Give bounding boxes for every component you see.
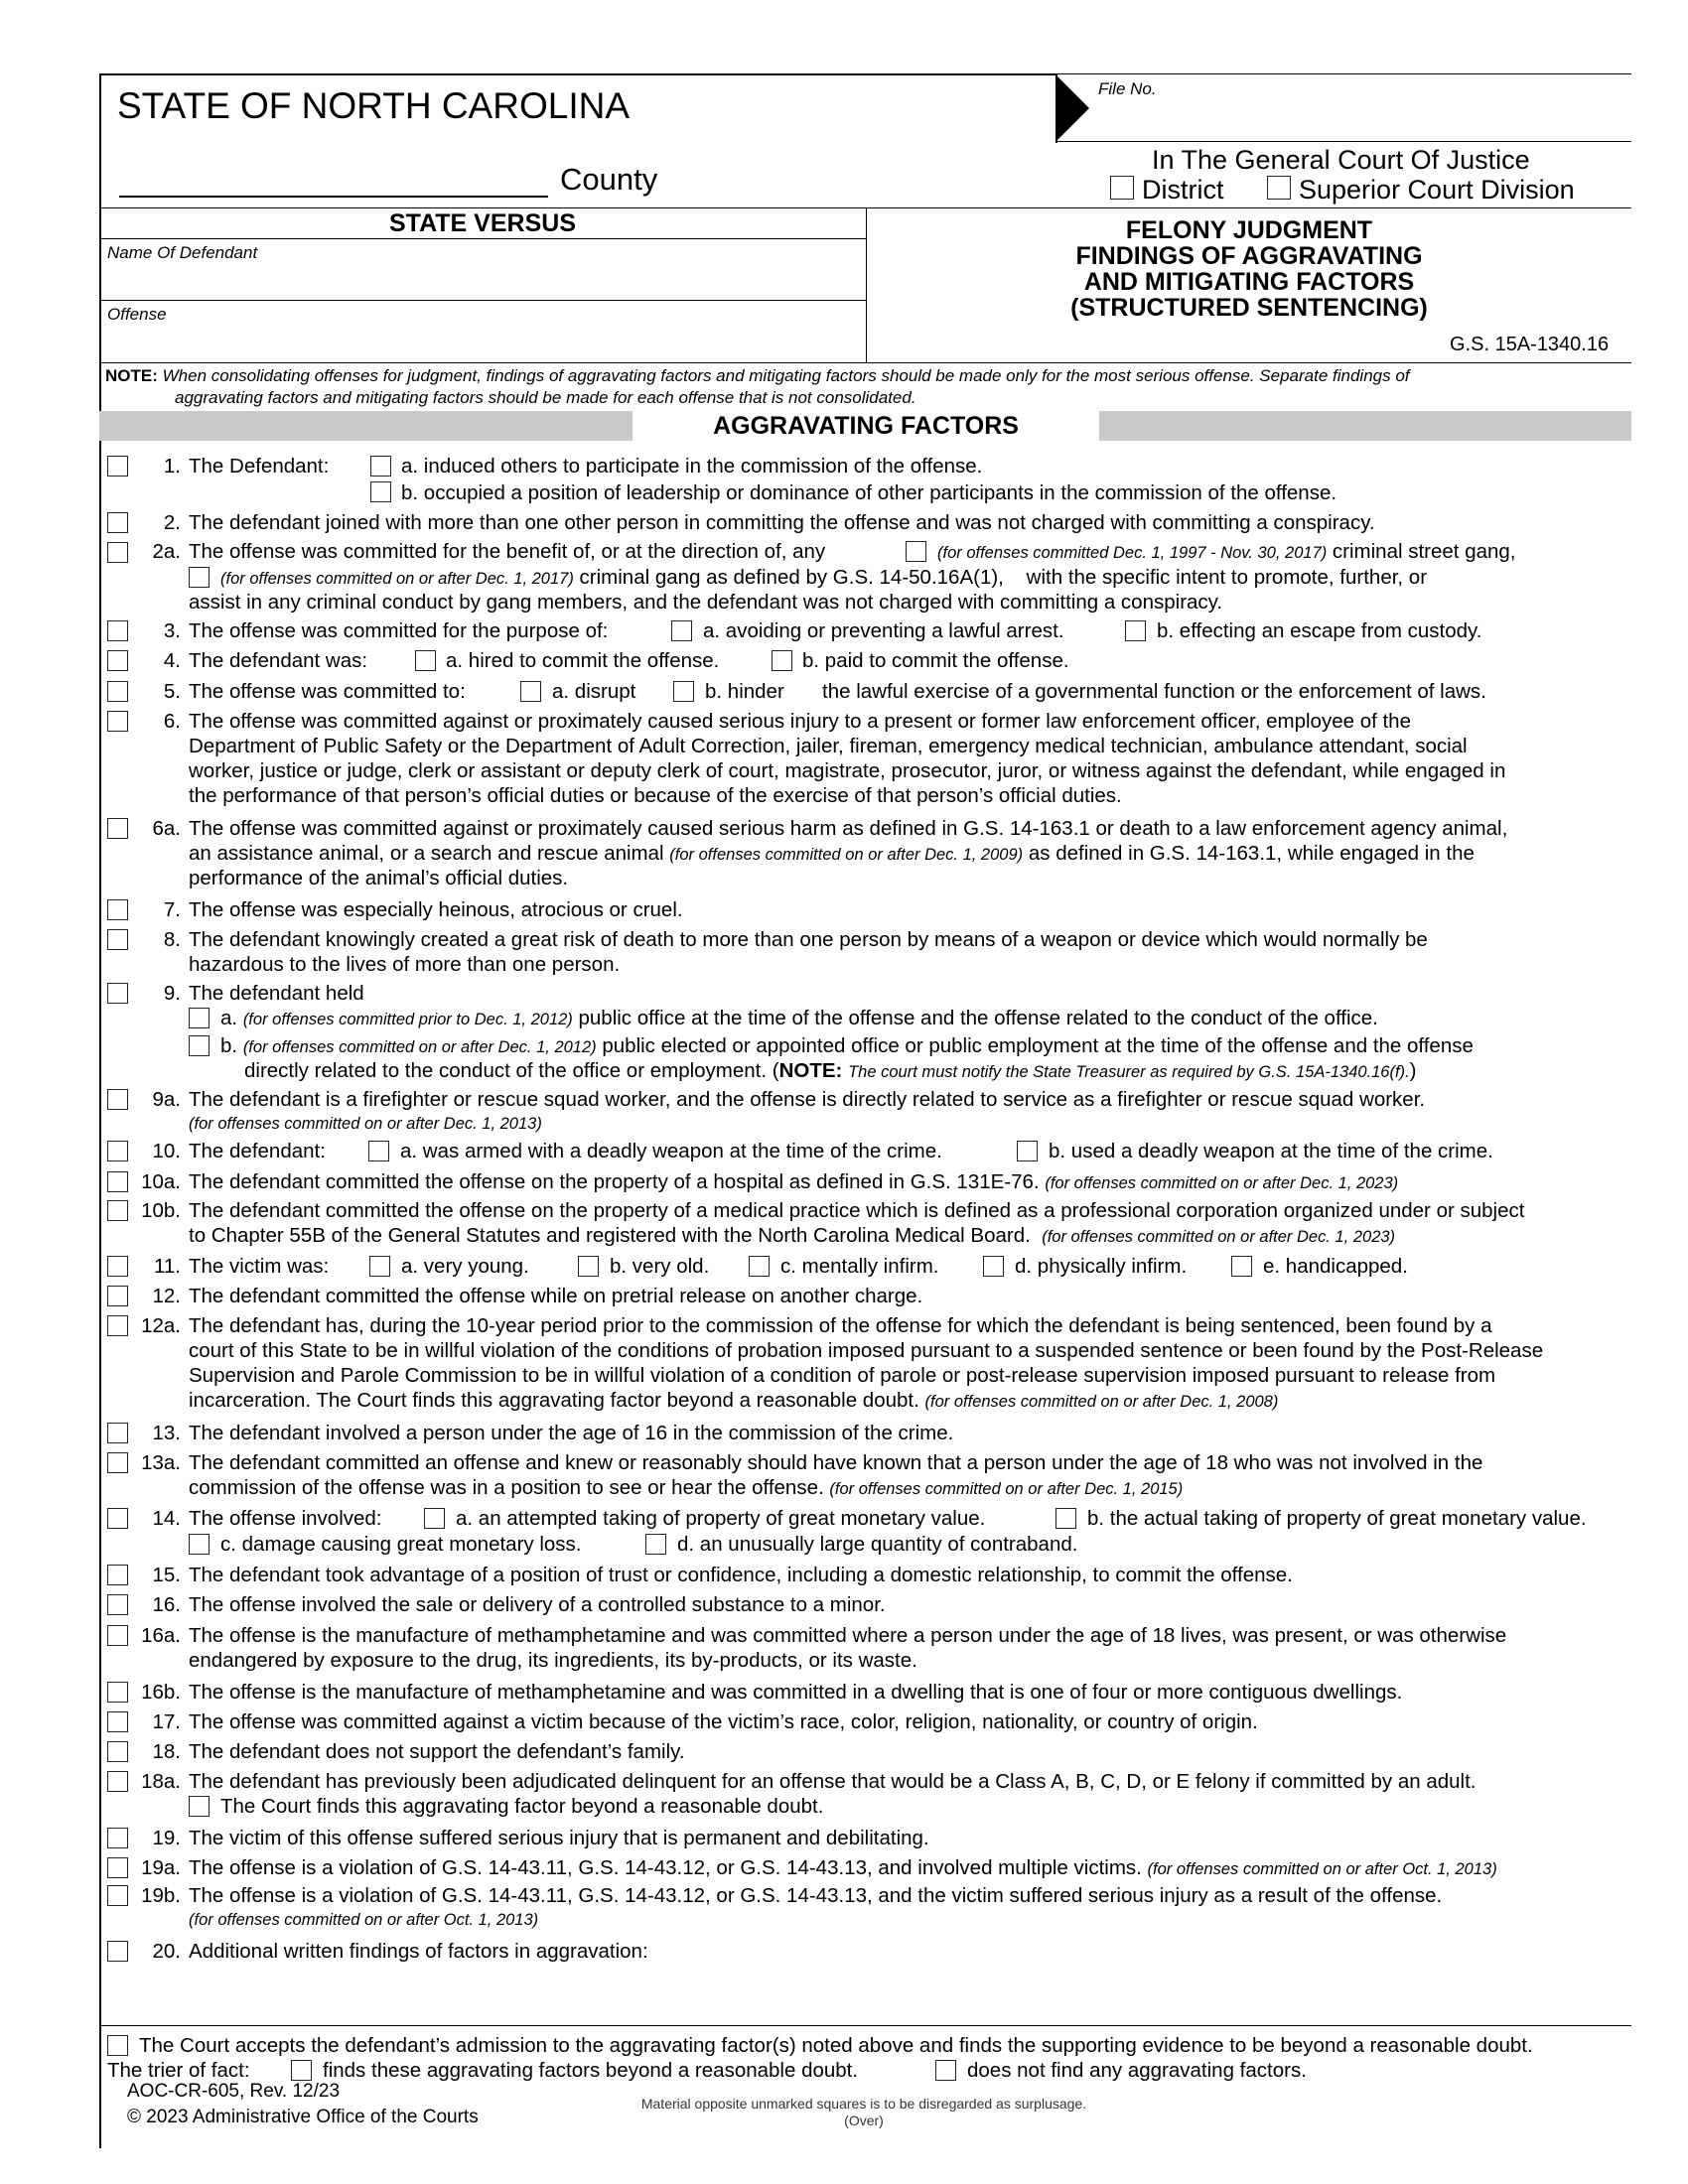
factor-9-lead: The defendant held (189, 982, 364, 1005)
factor-4a-checkbox[interactable] (415, 650, 436, 671)
factor-9a-checkbox[interactable] (189, 1008, 210, 1028)
factor-12a-line-3: Supervision and Parole Commission to be in willful violation of a condition of parole or post-release supervision imposed pursuant to release from (189, 1364, 1496, 1387)
factor-3b-text: b. effecting an escape from custody. (1157, 619, 1482, 642)
factor-18a-checkbox[interactable] (107, 1771, 128, 1792)
file-no-bottom-rule (1055, 141, 1631, 142)
factor-19b-number: 19b. (141, 1884, 181, 1907)
factor-13a-line-2-text: commission of the offense was in a position to see or hear the offense. (189, 1476, 824, 1499)
note-line-2: aggravating factors and mitigating factors should be made for each offense that is not consolidated. (175, 388, 916, 407)
factor-12a-note: (for offenses committed on or after Dec. 1, 2008) (924, 1393, 1279, 1411)
state-name: STATE OF NORTH CAROLINA (117, 85, 630, 126)
factor-4-number: 4. (163, 649, 181, 672)
factor-6a-line-2 (189, 841, 1475, 868)
defendant-name-label: Name Of Defendant (107, 243, 258, 262)
factor-9a-line (220, 1006, 1378, 1032)
factor-14a-text: a. an attempted taking of property of great monetary value. (456, 1507, 986, 1530)
factor-13a-line-2 (189, 1475, 1183, 1502)
factor-12a-line-2: court of this State to be in willful violation of the conditions of probation imposed pursuant to a suspended sentence or been found by the Post-Release (189, 1339, 1544, 1362)
factor-2a-opt2-tail: with the specific intent to promote, further, or (1026, 566, 1428, 589)
factor-2a-lead: The offense was committed for the benefit of, or at the direction of, any (189, 540, 826, 563)
county-blank[interactable] (119, 196, 548, 198)
file-no-label: File No. (1098, 79, 1157, 98)
factor-14-number: 14. (152, 1507, 181, 1530)
state-versus-rule (99, 238, 866, 239)
factor-3a-text: a. avoiding or preventing a lawful arrest. (703, 619, 1064, 642)
state-versus-title: STATE VERSUS (389, 209, 576, 237)
factor-12a-line-4 (189, 1388, 1278, 1415)
factor-16-number: 16. (152, 1593, 181, 1616)
factor-2a-gang-street-checkbox[interactable] (906, 541, 926, 562)
factor-14b-checkbox[interactable] (1055, 1508, 1076, 1529)
factor-11d-checkbox[interactable] (983, 1256, 1004, 1277)
defendant-name-field[interactable] (103, 263, 862, 297)
surplusage-note: Material opposite unmarked squares is to be disregarded as surplusage. (640, 2096, 1087, 2112)
factor-19b-note: (for offenses committed on or after Oct. 1, 2013) (189, 1911, 539, 1929)
factor-6-line-3: worker, justice or judge, clerk or assistant or deputy clerk of court, magistrate, prosecutor, juror, or witness against the defendant, while engaged in (189, 759, 1506, 782)
factor-6-line-2: Department of Public Safety or the Department of Adult Correction, jailer, fireman, emergency medical technician, ambulance attendant, social (189, 735, 1468, 757)
factor-12a-line-1: The defendant has, during the 10-year period prior to the commission of the offense for which the defendant is being sentenced, been found by a (189, 1314, 1492, 1337)
factor-3-number: 3. (163, 619, 181, 642)
trier-not-finds-text: does not find any aggravating factors. (967, 2059, 1307, 2082)
factor-17-number: 17. (152, 1710, 181, 1733)
factor-19a-checkbox[interactable] (107, 1857, 128, 1878)
factor-9b-line (220, 1033, 1474, 1060)
factor-14-lead: The offense involved: (189, 1507, 382, 1530)
factor-1b-checkbox[interactable] (370, 481, 391, 502)
court-accepts-text: The Court accepts the defendant’s admission to the aggravating factor(s) noted above and finds the supporting evidence to be beyond a reasonable doubt. (139, 2034, 1533, 2057)
factor-11b-text: b. very old. (610, 1255, 710, 1278)
factor-6-line-1: The offense was committed against or proximately caused serious injury to a present or former law enforcement officer, employee of the (189, 710, 1411, 733)
factor-16a-checkbox[interactable] (107, 1625, 128, 1646)
factor-2a-gang-checkbox[interactable] (189, 567, 210, 588)
factor-2a-opt1-note: (for offenses committed Dec. 1, 1997 - Nov. 30, 2017) (937, 544, 1328, 562)
factor-9a-main-note: (for offenses committed on or after Dec. 1, 2013) (189, 1115, 542, 1133)
factor-14c-checkbox[interactable] (189, 1534, 210, 1555)
factor-9a-text: public office at the time of the offense and the offense related to the conduct of the office. (578, 1007, 1378, 1029)
factor-3-checkbox[interactable] (107, 620, 128, 641)
factor-9a-note: (for offenses committed prior to Dec. 1, 2012) (242, 1011, 573, 1028)
factor-10b-text: b. used a deadly weapon at the time of the crime. (1049, 1140, 1493, 1162)
factor-15-text: The defendant took advantage of a position of trust or confidence, including a domestic relationship, to commit the offense. (189, 1564, 1293, 1586)
factor-11d-text: d. physically infirm. (1015, 1255, 1188, 1278)
factor-19b-checkbox[interactable] (107, 1885, 128, 1906)
factor-9-number: 9. (163, 982, 181, 1005)
factor-14b-text: b. the actual taking of property of great monetary value. (1087, 1507, 1587, 1530)
factor-9b-line-2-text: directly related to the conduct of the office or employment. ( (244, 1059, 779, 1082)
file-no-field[interactable] (1100, 103, 1617, 137)
factor-8-checkbox[interactable] (107, 929, 128, 950)
factor-6a-line-2b: as defined in G.S. 14-163.1, while engaged in the (1028, 842, 1475, 865)
form-title (867, 217, 1631, 321)
factor-6a-number: 6a. (152, 817, 181, 840)
factor-10-lead: The defendant: (189, 1140, 326, 1162)
district-checkbox[interactable] (1110, 176, 1134, 200)
factor-12a-checkbox[interactable] (107, 1315, 128, 1336)
factor-9b-close: ) (1409, 1059, 1417, 1082)
factor-2a-opt1 (937, 539, 1516, 566)
factor-13a-checkbox[interactable] (107, 1452, 128, 1473)
note-line-1: When consolidating offenses for judgment, findings of aggravating factors and mitigating factors should be made only for the most serious offense. Separate findings of (162, 366, 1410, 385)
factor-4a-text: a. hired to commit the offense. (446, 649, 720, 672)
factor-18-text: The defendant does not support the defendant’s family. (189, 1740, 685, 1763)
factor-6a-line-2a: an assistance animal, or a search and rescue animal (189, 842, 664, 865)
factor-3a-checkbox[interactable] (671, 620, 692, 641)
factor-4-lead: The defendant was: (189, 649, 368, 672)
factor-10b-main-number: 10b. (141, 1199, 181, 1222)
factor-10b-main-line-2 (189, 1223, 1395, 1250)
factor-18-number: 18. (152, 1740, 181, 1763)
factor-9b-note-text: The court must notify the State Treasurer as required by G.S. 15A-1340.16(f). (848, 1063, 1410, 1081)
factor-1-checkbox[interactable] (107, 456, 128, 477)
factor-9a-main-text: The defendant is a firefighter or rescue squad worker, and the offense is directly related to service as a firefighter or rescue squad worker. (189, 1088, 1426, 1111)
superior-label: Superior Court Division (1299, 175, 1575, 205)
factor-4b-text: b. paid to commit the offense. (802, 649, 1069, 672)
factor-7-number: 7. (163, 898, 181, 921)
factor-19a-note: (for offenses committed on or after Oct. 1, 2013) (1147, 1860, 1497, 1878)
court-accepts-checkbox[interactable] (107, 2035, 128, 2056)
factor-9b-note-label: NOTE: (778, 1059, 843, 1082)
factor-5b-text: b. hinder (705, 680, 784, 703)
factor-12-number: 12. (152, 1285, 181, 1307)
defendant-rule (99, 300, 866, 301)
factor-17-text: The offense was committed against a victim because of the victim’s race, color, religion, nationality, or country of origin. (189, 1710, 1258, 1733)
county-label: County (560, 162, 658, 197)
over-note: (Over) (844, 2113, 884, 2128)
header-top-rule (99, 73, 1055, 75)
left-margin-rule (99, 73, 101, 2148)
superior-checkbox[interactable] (1267, 176, 1291, 200)
factor-10a-main-number: 10a. (141, 1170, 181, 1193)
form-title-line-3: AND MITIGATING FACTORS (1083, 268, 1415, 296)
factor-16-checkbox[interactable] (107, 1594, 128, 1615)
court-name: In The General Court Of Justice (1152, 145, 1530, 175)
factor-19a-number: 19a. (141, 1856, 181, 1879)
factor-6-number: 6. (163, 710, 181, 733)
district-label: District (1142, 175, 1224, 205)
factor-6a-line-3: performance of the animal’s official duties. (189, 867, 569, 889)
factor-19a-line (189, 1855, 1497, 1882)
factor-2a-opt1-text: criminal street gang, (1332, 540, 1516, 563)
statute-ref: G.S. 15A-1340.16 (1450, 334, 1610, 355)
factor-8-line-2: hazardous to the lives of more than one person. (189, 953, 621, 976)
factor-8-line-1: The defendant knowingly created a great risk of death to more than one person by means of a weapon or device which would normally be (189, 928, 1428, 951)
factor-1-number: 1. (163, 455, 181, 478)
factor-16b-checkbox[interactable] (107, 1682, 128, 1703)
factor-18a-number: 18a. (141, 1770, 181, 1793)
factor-2-text: The defendant joined with more than one other person in committing the offense and was not charged with committing a conspiracy. (189, 511, 1375, 534)
factor-9b-text: public elected or appointed office or public employment at the time of the offense and the offense (602, 1034, 1474, 1057)
factor-18-checkbox[interactable] (107, 1741, 128, 1762)
factor-19-checkbox[interactable] (107, 1828, 128, 1848)
factor-10-checkbox[interactable] (107, 1141, 128, 1161)
form-title-line-2: FINDINGS OF AGGRAVATING (1075, 242, 1423, 270)
trier-finds-checkbox[interactable] (291, 2060, 312, 2081)
factor-1a-text: a. induced others to participate in the commission of the offense. (401, 455, 983, 478)
factor-10b-main-line-1: The defendant committed the offense on the property of a medical practice which is defined as a professional corporation organized under or subject (189, 1199, 1525, 1222)
factor-1b-text: b. occupied a position of leadership or dominance of other participants in the commission of the offense. (401, 481, 1337, 504)
factor-5a-checkbox[interactable] (520, 681, 541, 702)
factor-11-lead: The victim was: (189, 1255, 330, 1278)
factor-1a-checkbox[interactable] (370, 456, 391, 477)
factor-14c-text: c. damage causing great monetary loss. (220, 1533, 582, 1556)
factor-5-tail: the lawful exercise of a governmental function or the enforcement of laws. (822, 680, 1486, 703)
factor-14-checkbox[interactable] (107, 1508, 128, 1529)
factor-18a-court-checkbox[interactable] (189, 1796, 210, 1817)
factor-10a-checkbox[interactable] (368, 1141, 389, 1161)
factor-9-checkbox[interactable] (107, 983, 128, 1004)
factor-20-findings-field[interactable] (189, 1966, 1618, 2021)
factor-10a-main-line (189, 1169, 1398, 1196)
trier-label: The trier of fact: (107, 2059, 250, 2082)
factor-6a-checkbox[interactable] (107, 818, 128, 839)
factor-4b-checkbox[interactable] (772, 650, 792, 671)
factor-10a-main-note: (for offenses committed on or after Dec. 1, 2023) (1045, 1174, 1399, 1192)
factor-10b-main-checkbox[interactable] (107, 1200, 128, 1221)
trier-finds-text: finds these aggravating factors beyond a reasonable doubt. (323, 2059, 859, 2082)
factor-5a-text: a. disrupt (552, 680, 636, 703)
factor-11c-text: c. mentally infirm. (780, 1255, 939, 1278)
factor-2a-checkbox[interactable] (107, 542, 128, 563)
factor-16-text: The offense involved the sale or delivery of a controlled substance to a minor. (189, 1593, 886, 1616)
factor-10-number: 10. (152, 1140, 181, 1162)
factor-19-text: The victim of this offense suffered serious injury that is permanent and debilitating. (189, 1827, 929, 1849)
factor-16a-number: 16a. (141, 1624, 181, 1647)
factor-16b-text: The offense is the manufacture of methamphetamine and was committed in a dwelling that is one of four or more contiguous dwellings. (189, 1681, 1403, 1704)
factor-9a-main-checkbox[interactable] (107, 1089, 128, 1110)
factor-10a-main-checkbox[interactable] (107, 1171, 128, 1192)
factor-2a-number: 2a. (152, 540, 181, 563)
factor-6-line-4: the performance of that person’s official duties or because of the exercise of that person’s official duties. (189, 784, 1122, 807)
factor-13-text: The defendant involved a person under the age of 16 in the commission of the crime. (189, 1422, 954, 1444)
form-title-line-4: (STRUCTURED SENTENCING) (1070, 294, 1428, 322)
factor-9b-prefix: b. (220, 1034, 238, 1057)
factor-10b-checkbox[interactable] (1017, 1141, 1038, 1161)
factor-9a-prefix: a. (220, 1007, 238, 1029)
factor-1-lead: The Defendant: (189, 455, 330, 478)
factor-13-number: 13. (152, 1422, 181, 1444)
factor-20-checkbox[interactable] (107, 1941, 128, 1962)
factor-11-number: 11. (154, 1255, 181, 1278)
factor-11a-text: a. very young. (401, 1255, 529, 1278)
factor-14d-text: d. an unusually large quantity of contraband. (677, 1533, 1078, 1556)
factor-17-checkbox[interactable] (107, 1711, 128, 1732)
factor-2-number: 2. (163, 511, 181, 534)
factor-12-checkbox[interactable] (107, 1286, 128, 1306)
factor-10a-main-text: The defendant committed the offense on the property of a hospital as defined in G.S. 131E-76. (189, 1170, 1040, 1193)
factor-11-checkbox[interactable] (107, 1256, 128, 1277)
factor-13a-note: (for offenses committed on or after Dec. 1, 2015) (829, 1480, 1184, 1498)
file-no-arrow-icon (1055, 74, 1089, 142)
factor-18a-text: The defendant has previously been adjudicated delinquent for an offense that would be a Class A, B, C, D, or E felony if committed by an adult. (189, 1770, 1477, 1793)
factor-19a-text: The offense is a violation of G.S. 14-43.11, G.S. 14-43.12, or G.S. 14-43.13, and involved multiple victims. (189, 1856, 1142, 1879)
factor-3-lead: The offense was committed for the purpose of: (189, 619, 609, 642)
factor-18a-sub: The Court finds this aggravating factor beyond a reasonable doubt. (220, 1795, 824, 1818)
footer-top-rule (99, 2025, 1631, 2026)
factor-2-checkbox[interactable] (107, 512, 128, 533)
offense-label: Offense (107, 305, 167, 324)
factor-2a-opt2-text: criminal gang as defined by G.S. 14-50.16A(1), (579, 566, 1004, 589)
factor-20-text: Additional written findings of factors in aggravation: (189, 1940, 648, 1963)
factor-16b-number: 16b. (141, 1681, 181, 1704)
factor-2a-line-3: assist in any criminal conduct by gang members, and the defendant was not charged with committing a conspiracy. (189, 591, 1223, 614)
factor-12a-number: 12a. (141, 1314, 181, 1337)
factor-10a-text: a. was armed with a deadly weapon at the time of the crime. (400, 1140, 942, 1162)
factor-15-number: 15. (152, 1564, 181, 1586)
note-top-rule (99, 362, 1631, 363)
trier-not-finds-checkbox[interactable] (935, 2060, 956, 2081)
factor-16a-line-2: endangered by exposure to the drug, its ingredients, its by-products, or its waste. (189, 1649, 917, 1672)
factor-9b-checkbox[interactable] (189, 1035, 210, 1056)
factor-11c-checkbox[interactable] (749, 1256, 770, 1277)
factor-13-checkbox[interactable] (107, 1423, 128, 1443)
factor-11e-text: e. handicapped. (1263, 1255, 1408, 1278)
form-title-line-1: FELONY JUDGMENT (1125, 216, 1373, 244)
note (105, 365, 1410, 409)
factor-3b-checkbox[interactable] (1125, 620, 1146, 641)
factor-10b-main-text: to Chapter 55B of the General Statutes and registered with the North Carolina Medical Board. (189, 1224, 1031, 1247)
factor-6-checkbox[interactable] (107, 711, 128, 732)
factor-13a-number: 13a. (141, 1451, 181, 1474)
factor-2a-opt2 (220, 565, 1427, 592)
factor-15-checkbox[interactable] (107, 1565, 128, 1585)
factor-16a-line-1: The offense is the manufacture of methamphetamine and was committed where a person under the age of 18 lives, was present, or was otherwise (189, 1624, 1507, 1647)
factor-19b-text: The offense is a violation of G.S. 14-43.11, G.S. 14-43.12, or G.S. 14-43.13, and the victim suffered serious injury as a result of the offense. (189, 1884, 1443, 1907)
factor-13a-line-1: The defendant committed an offense and knew or reasonably should have known that a person under the age of 18 who was not involved in the (189, 1451, 1483, 1474)
factor-9b-note: (for offenses committed on or after Dec. 1, 2012) (242, 1038, 597, 1056)
form-number: AOC-CR-605, Rev. 12/23 (127, 2081, 341, 2102)
factor-19-number: 19. (152, 1827, 181, 1849)
file-no-top-rule (1055, 73, 1631, 74)
factor-11a-checkbox[interactable] (369, 1256, 390, 1277)
factor-5b-checkbox[interactable] (673, 681, 694, 702)
factor-9a-main-number: 9a. (152, 1088, 181, 1111)
section-title: AGGRAVATING FACTORS (633, 411, 1099, 441)
factor-6a-line-1: The offense was committed against or proximately caused serious harm as defined in G.S. 14-163.1 or death to a law enforcement agency animal, (189, 817, 1508, 840)
factor-4-checkbox[interactable] (107, 650, 128, 671)
factor-7-text: The offense was especially heinous, atrocious or cruel. (189, 898, 683, 921)
factor-5-lead: The offense was committed to: (189, 680, 466, 703)
factor-8-number: 8. (163, 928, 181, 951)
factor-11b-checkbox[interactable] (578, 1256, 599, 1277)
factor-14d-checkbox[interactable] (645, 1534, 666, 1555)
factor-12a-line-4-text: incarceration. The Court finds this aggravating factor beyond a reasonable doubt. (189, 1389, 919, 1412)
factor-5-checkbox[interactable] (107, 681, 128, 702)
factor-14a-checkbox[interactable] (424, 1508, 445, 1529)
offense-field[interactable] (103, 325, 862, 358)
factor-2a-opt2-note: (for offenses committed on or after Dec. 1, 2017) (220, 570, 574, 588)
factor-12-text: The defendant committed the offense while on pretrial release on another charge. (189, 1285, 923, 1307)
factor-6a-note: (for offenses committed on or after Dec. 1, 2009) (669, 846, 1024, 864)
copyright: © 2023 Administrative Office of the Courts (127, 2107, 479, 2127)
factor-10b-main-note: (for offenses committed on or after Dec. 1, 2023) (1042, 1228, 1396, 1246)
factor-5-number: 5. (163, 680, 181, 703)
factor-9b-line-2 (244, 1058, 1416, 1085)
factor-20-number: 20. (152, 1940, 181, 1963)
note-label: NOTE: (105, 366, 158, 385)
factor-7-checkbox[interactable] (107, 899, 128, 920)
factor-11e-checkbox[interactable] (1231, 1256, 1252, 1277)
